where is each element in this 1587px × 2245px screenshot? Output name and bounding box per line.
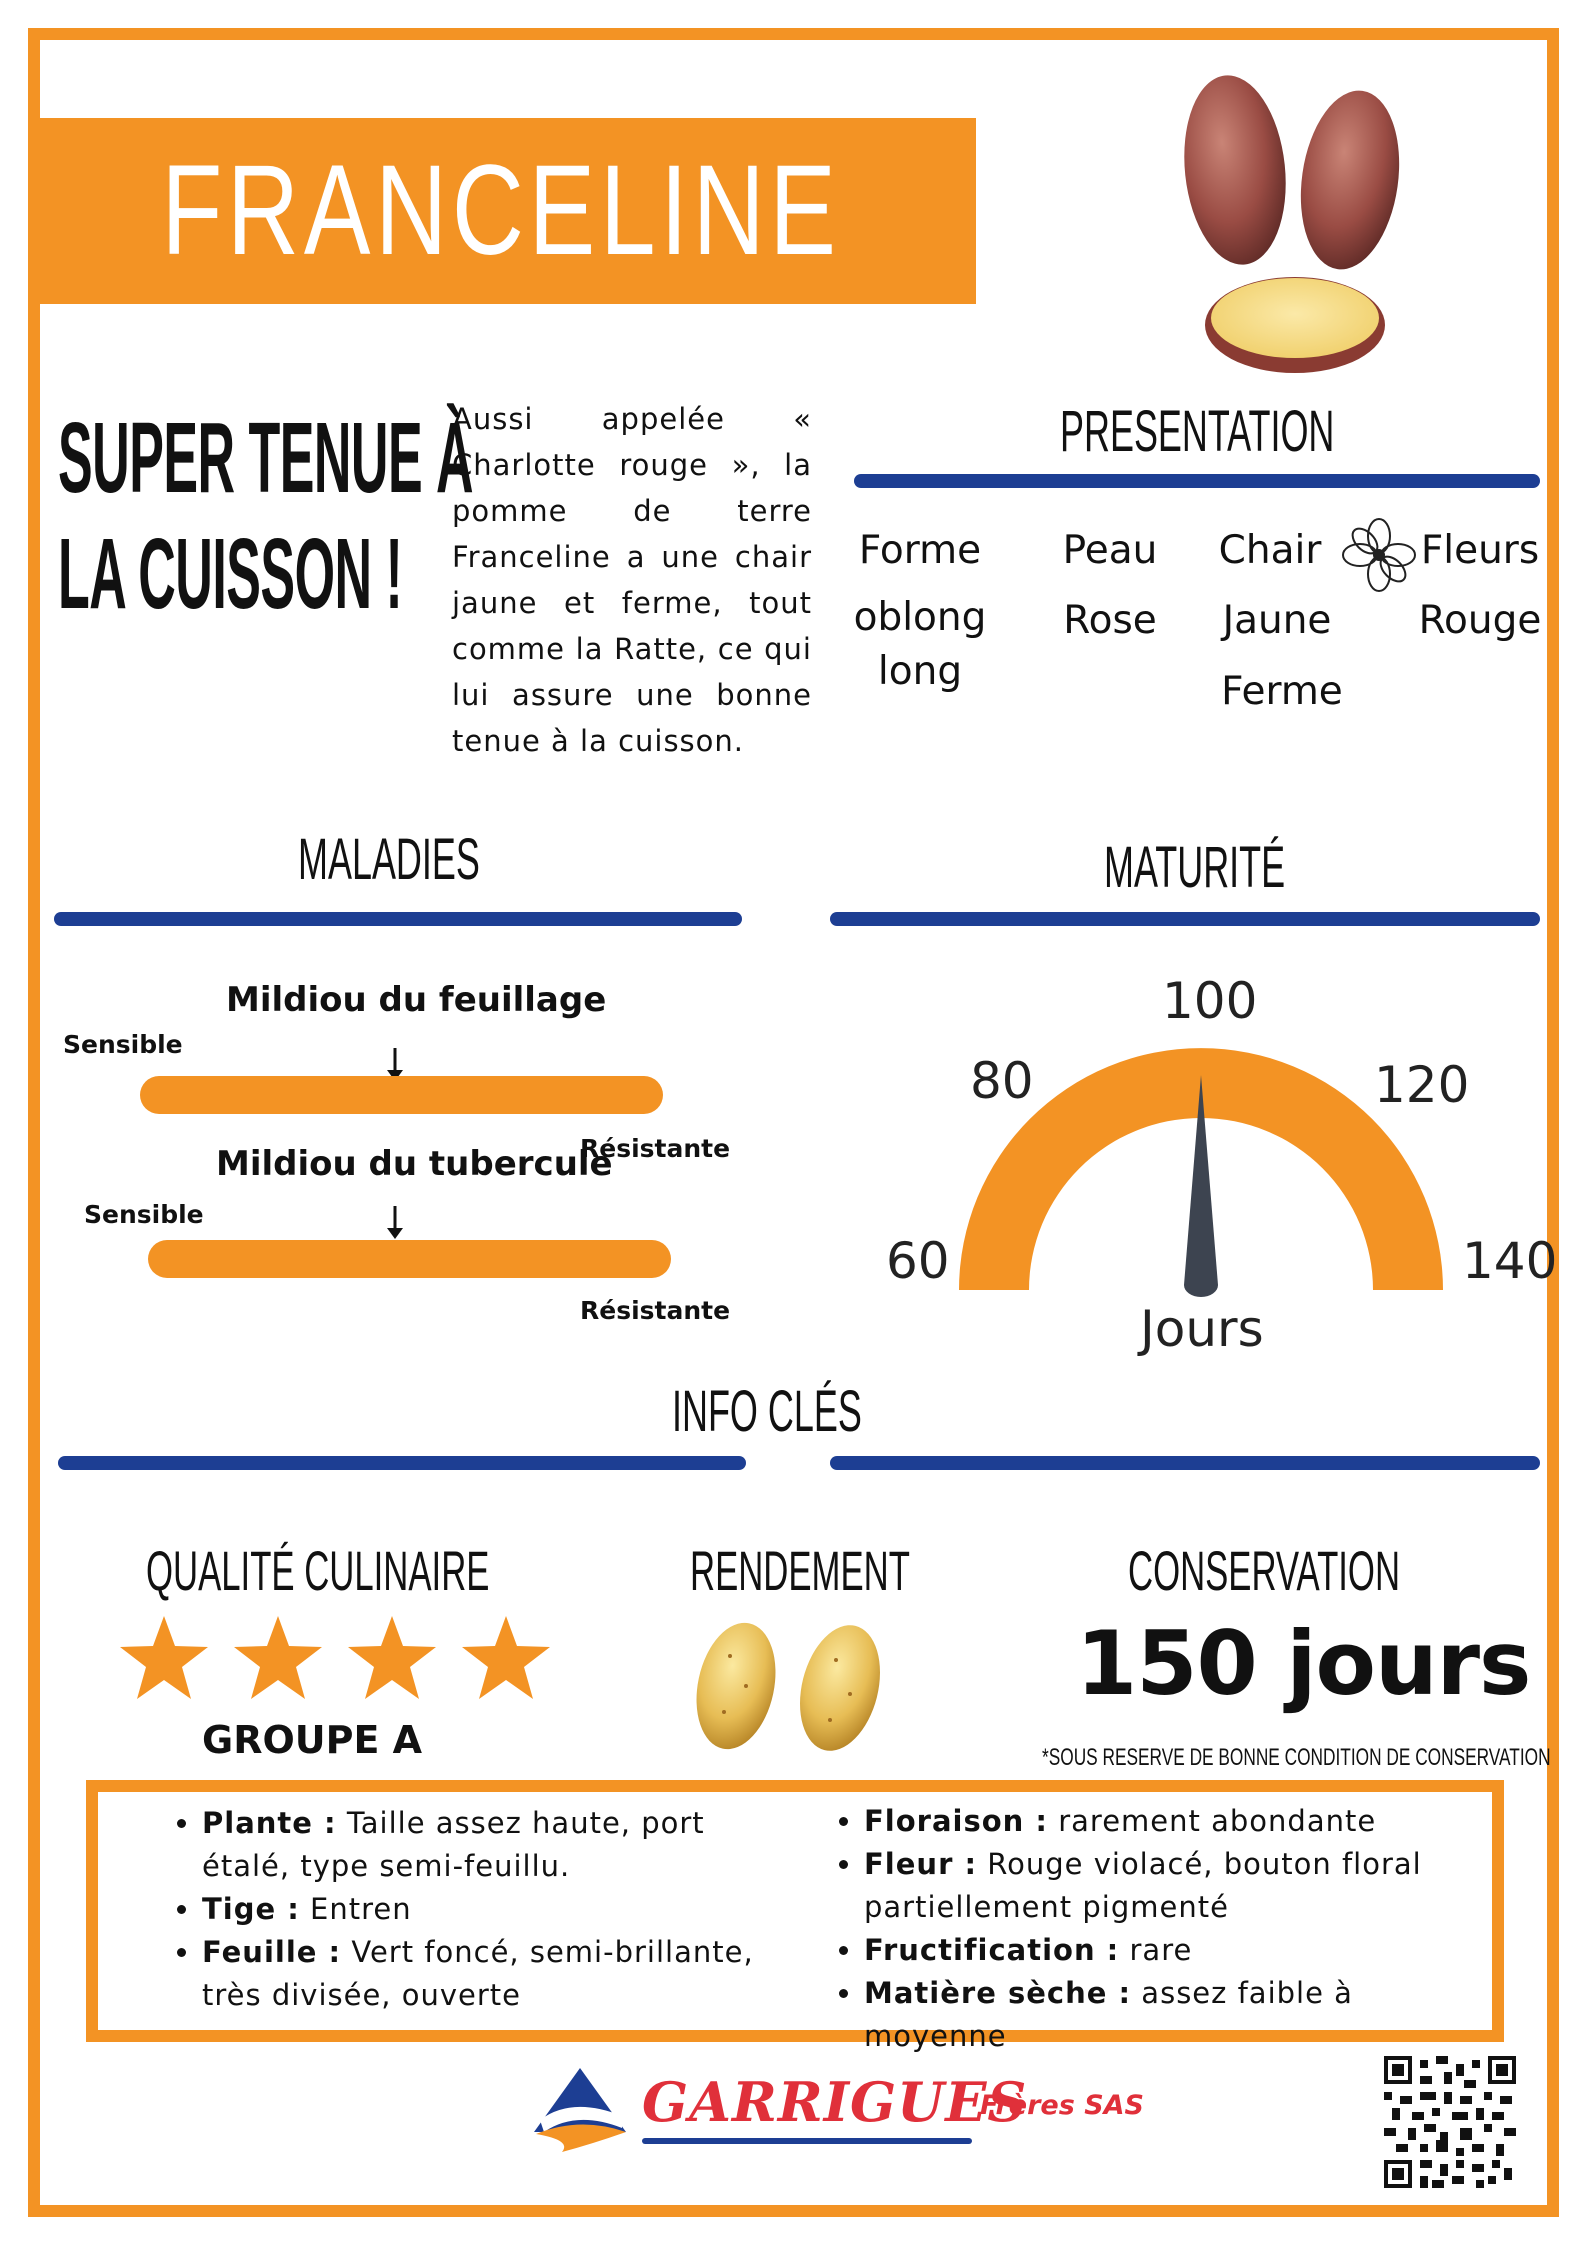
brand-name: GARRIGUES [642,2070,1028,2134]
potato-icons [690,1616,890,1756]
pres-chair: Chair Jaune Ferme [1218,528,1343,714]
info-rule-left [58,1456,746,1470]
star-icon [348,1616,436,1699]
resistante-label: Résistante [580,1296,731,1325]
headline: SUPER TENUE À LA CUISSON ! [58,402,474,630]
fact-item: • Matière sèche : assez faible à moyenne [864,1972,1474,2058]
fact-item: • Feuille : Vert foncé, semi-brillante, très divisée, ouverte [202,1931,792,2017]
maturite-rule [830,912,1540,926]
potato-icon [788,1617,890,1756]
flower-icon [1340,516,1418,594]
gauge-tick: 140 [1462,1232,1558,1290]
resistante-label: Résistante [580,1134,731,1163]
page-title: FRANCELINE [161,139,841,282]
sensible-label: Sensible [63,1030,183,1059]
brand-underline [642,2138,972,2144]
fact-item: • Floraison : rarement abondante [864,1800,1474,1843]
maturite-title: MATURITÉ [1104,835,1286,900]
gauge-tick: 80 [970,1052,1034,1110]
facts-right [834,1800,1474,2058]
fact-item: • Fleur : Rouge violacé, bouton floral partiellement pigmenté [864,1843,1474,1929]
info-title: INFO CLÉS [672,1379,862,1444]
gauge-tick: 120 [1374,1056,1470,1114]
maladies-title: MALADIES [298,827,480,892]
conservation-note: *SOUS RESERVE DE BONNE CONDITION DE CONSERVATION [1042,1744,1551,1771]
pres-forme: Forme oblong long [853,528,987,694]
disease-name: Mildiou du tubercule [216,1144,613,1184]
qualite-title: QUALITÉ CULINAIRE [146,1539,490,1602]
star-icon [234,1616,322,1699]
presentation-rule [854,474,1540,488]
fact-item: • Plante : Taille assez haute, port étalé, type semi-feuillu. [202,1802,792,1888]
fact-item: • Tige : Entren [202,1888,792,1931]
rendement-title: RENDEMENT [690,1539,910,1602]
resistance-bar [140,1076,663,1114]
sensible-label: Sensible [84,1200,204,1229]
gauge-unit: Jours [1140,1300,1264,1358]
brand-suffix: Frères SAS [980,2090,1144,2121]
qr-code-icon [1384,2056,1516,2188]
resistance-bar [148,1240,671,1278]
intro-text: Aussi appelée « Charlotte rouge », la pomme de terre Franceline a une chair jaune et ferme, tout comme la Ratte, ce qui lui assure une bonne tenue à la cuisson. [452,402,812,758]
fact-item: • Fructification : rare [864,1929,1474,1972]
star-icon [462,1616,550,1699]
star-rating [118,1612,558,1708]
star-icon [120,1616,208,1699]
facts-left [172,1802,792,2017]
groupe-label: GROUPE A [202,1718,423,1762]
garrigues-logo-icon [532,2066,628,2156]
pres-peau: Peau Rose [1062,528,1158,643]
arrow-down-icon [383,1206,407,1244]
potato-icon [690,1616,786,1756]
info-rule-right [830,1456,1540,1470]
disease-name: Mildiou du feuillage [226,980,607,1020]
pres-fleurs: Fleurs Rouge [1418,528,1542,643]
gauge-tick: 60 [886,1232,950,1290]
conservation-title: CONSERVATION [1128,1539,1401,1602]
potato-photo [1180,60,1410,380]
conservation-value: 150 jours [1076,1612,1531,1715]
presentation-title: PRESENTATION [1060,399,1335,464]
maladies-rule [54,912,742,926]
gauge-tick: 100 [1162,972,1258,1030]
